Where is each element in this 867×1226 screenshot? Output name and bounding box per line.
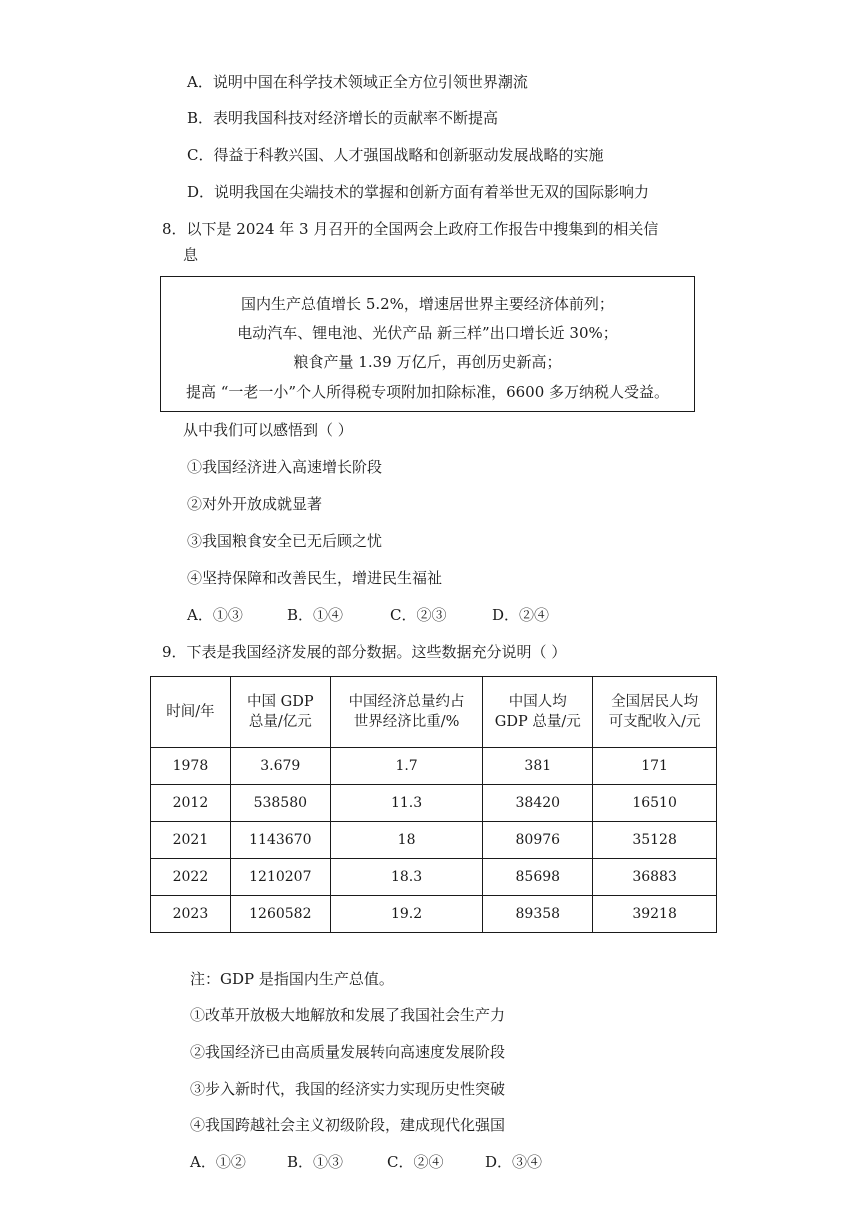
q8-box-line: 电动汽车、锂电池、光伏产品 新三样”出口增长近 30%； [237,324,618,342]
table-cell: 171 [593,748,717,785]
q8-choices [187,605,549,625]
q8-stem-line2: 息 [183,246,199,264]
header-disposable-income: 全国居民人均 可支配收入/元 [593,677,717,748]
header-year: 时间/年 [151,677,231,748]
q9-choice-a: A．①② [190,1153,246,1171]
q7-option-a: A．说明中国在科学技术领域正全方位引领世界潮流 [187,73,528,91]
header-gdp-per-capita: 中国人均 GDP 总量/元 [483,677,593,748]
table-cell: 39218 [593,896,717,933]
q8-choice-c: C．②③ [390,606,447,624]
table-cell: 2023 [151,896,231,933]
table-cell: 2021 [151,822,231,859]
table-header-row [151,677,717,748]
table-row [151,822,717,859]
table-cell: 381 [483,748,593,785]
q8-statement-1: ①我国经济进入高速增长阶段 [187,458,383,476]
q9-choice-b: B．①③ [287,1153,344,1171]
table-cell: 2012 [151,785,231,822]
table-cell: 89358 [483,896,593,933]
table-cell: 85698 [483,859,593,896]
table-cell: 38420 [483,785,593,822]
q8-info-box [160,276,695,412]
table-cell: 35128 [593,822,717,859]
table-cell: 538580 [230,785,330,822]
table-cell: 1260582 [230,896,330,933]
table-cell: 36883 [593,859,717,896]
table-cell: 1143670 [230,822,330,859]
q7-option-b: B．表明我国科技对经济增长的贡献率不断提高 [187,109,499,127]
q8-box-line: 粮食产量 1.39 万亿斤，再创历史新高； [293,353,562,371]
q7-option-c: C．得益于科教兴国、人才强国战略和创新驱动发展战略的实施 [187,146,604,164]
table-cell: 2022 [151,859,231,896]
q8-box-line: 国内生产总值增长 5.2%，增速居世界主要经济体前列； [241,295,614,313]
table-cell: 18.3 [330,859,483,896]
table-cell: 11.3 [330,785,483,822]
q9-choice-c: C．②④ [387,1153,444,1171]
q9-statement-2: ②我国经济已由高质量发展转向高速度发展阶段 [190,1043,506,1061]
table-cell: 18 [330,822,483,859]
q8-box-line: 提高 “一老一小”个人所得税专项附加扣除标准，6600 多万纳税人受益。 [185,383,670,401]
table-cell: 80976 [483,822,593,859]
table-cell: 19.2 [330,896,483,933]
header-gdp-total: 中国 GDP 总量/亿元 [230,677,330,748]
q9-stem: 9．下表是我国经济发展的部分数据。这些数据充分说明（ ） [162,643,567,661]
q8-stem-line1: 8．以下是 2024 年 3 月召开的全国两会上政府工作报告中搜集到的相关信 [162,220,659,238]
q9-statement-4: ④我国跨越社会主义初级阶段，建成现代化强国 [190,1116,506,1134]
q8-choice-b: B．①④ [287,606,344,624]
table-cell: 1.7 [330,748,483,785]
table-cell: 16510 [593,785,717,822]
table-row [151,896,717,933]
table-row [151,785,717,822]
q8-statement-2: ②对外开放成就显著 [187,495,323,513]
q8-choice-d: D．②④ [492,606,550,624]
gdp-data-table [150,676,717,933]
q9-choices [190,1152,542,1172]
table-cell: 3.679 [230,748,330,785]
q9-choice-d: D．③④ [485,1153,543,1171]
q8-prompt: 从中我们可以感悟到（ ） [183,421,353,439]
table-cell: 1978 [151,748,231,785]
header-world-share: 中国经济总量约占 世界经济比重/% [330,677,483,748]
q8-statement-3: ③我国粮食安全已无后顾之忧 [187,532,383,550]
q9-note: 注：GDP 是指国内生产总值。 [190,970,394,988]
q7-option-d: D．说明我国在尖端技术的掌握和创新方面有着举世无双的国际影响力 [187,183,650,201]
q8-choice-a: A．①③ [187,606,243,624]
table-row [151,748,717,785]
q8-statement-4: ④坚持保障和改善民生，增进民生福祉 [187,569,443,587]
table-row [151,859,717,896]
table-cell: 1210207 [230,859,330,896]
q9-statement-3: ③步入新时代，我国的经济实力实现历史性突破 [190,1080,506,1098]
q9-statement-1: ①改革开放极大地解放和发展了我国社会生产力 [190,1006,506,1024]
